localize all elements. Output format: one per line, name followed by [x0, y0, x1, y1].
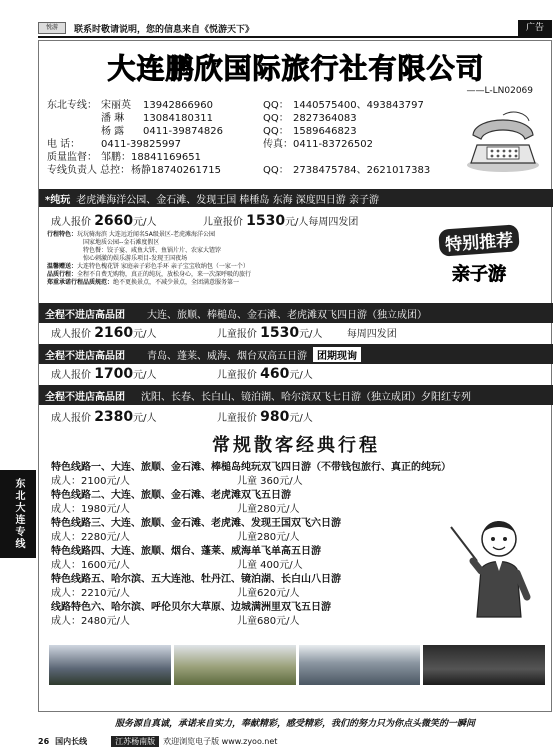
- footer-site: 欢迎浏览电子版 www.zyoo.net: [163, 737, 278, 746]
- contact-name: 杨静18740261715: [131, 165, 221, 176]
- tour4-bar: [39, 385, 553, 405]
- child-price-label: 儿童报价: [216, 413, 257, 424]
- tour1-tag: *纯玩: [45, 194, 71, 206]
- route-adult-price: 成人：1980元/人: [51, 504, 130, 515]
- route-adult-price: 成人：2100元/人: [51, 476, 130, 487]
- tour1-price-row: [51, 213, 358, 229]
- child-price: 980: [260, 409, 290, 425]
- recommend-stamp: [423, 227, 535, 289]
- detail-line: 国家地质公园--金石滩度假区: [83, 239, 160, 246]
- detail-line: 郑重承诺行程品质规范：绝不更换景点，不减少景点，全团满意服务第一: [47, 279, 240, 286]
- route-item: [51, 601, 471, 629]
- tour1-bar: [39, 189, 553, 207]
- route-title: 特色线路四、大连、旅顺、烟台、蓬莱、威海单飞单高五日游: [51, 546, 321, 557]
- route-adult-price: 成人：2210元/人: [51, 588, 130, 599]
- footer-section: 国内长线: [55, 737, 88, 746]
- contact-label: 专线负责人 总控：: [47, 165, 131, 176]
- tour4-tag: 全程不进店高品团: [45, 391, 125, 403]
- page-footer: [38, 736, 552, 747]
- route-title: 线路特色六、哈尔滨、呼伦贝尔大草原、边城满洲里双飞五日游: [51, 602, 331, 613]
- tour3-bar: [39, 344, 553, 364]
- ad-label: 广告: [518, 20, 552, 36]
- adult-price: 1700: [94, 366, 134, 382]
- adult-price-label: 成人报价: [51, 217, 91, 228]
- fax-number: 0411-83726502: [293, 139, 373, 150]
- tour2-price-row: [51, 325, 397, 341]
- route-prices: [51, 587, 471, 601]
- qq-number: 2827364083: [293, 113, 357, 124]
- route-child-price: 儿童620元/人: [237, 588, 300, 599]
- qq-number: 1440575400、493843797: [293, 100, 424, 111]
- teacher-cartoon-icon: [447, 509, 537, 619]
- route-title: 特色线路五、哈尔滨、五大连池、牡丹江、镜泊湖、长白山八日游: [51, 574, 341, 585]
- license-number: ——L-LN02069: [466, 86, 533, 96]
- slogan: 服务源自真诚，承诺来自实力，奉献精彩，感受精彩，我们的努力只为你点头微笑的一瞬间: [114, 719, 475, 729]
- route-adult-price: 成人：2480元/人: [51, 616, 130, 627]
- child-price: 1530: [246, 213, 286, 229]
- contact-name: 宋丽英: [101, 100, 131, 111]
- adult-price: 2160: [94, 325, 134, 341]
- lake-photo: [49, 645, 171, 685]
- route-title: 特色线路三、大连、旅顺、金石滩、老虎滩、发现王国双飞六日游: [51, 518, 341, 529]
- tour2-bar: [39, 303, 553, 323]
- grassland-photo: [174, 645, 296, 685]
- child-price-unit: 元/人: [299, 329, 323, 340]
- adult-price-unit: 元/人: [133, 217, 157, 228]
- tour1-details: [47, 231, 417, 287]
- adult-price: 2380: [94, 409, 134, 425]
- route-list: [51, 461, 471, 629]
- adult-price-label: 成人报价: [51, 329, 91, 340]
- adult-price-unit: 元/人: [133, 413, 157, 424]
- night-city-photo: [423, 645, 545, 685]
- tour2-schedule: 每周四发团: [346, 329, 397, 340]
- tour3-badge: 团期现询: [313, 347, 361, 362]
- route-child-price: 儿童680元/人: [237, 616, 300, 627]
- contact-row: [47, 112, 467, 125]
- contact-phone: 0411-39874826: [143, 126, 223, 137]
- route-item: [51, 517, 471, 545]
- route-prices: [51, 559, 471, 573]
- route-adult-price: 成人：2280元/人: [51, 532, 130, 543]
- contact-name: 邹鹏：18841169651: [101, 152, 201, 163]
- ad-frame: [38, 40, 552, 712]
- qq-label: QQ：: [263, 126, 289, 137]
- adult-price: 2660: [94, 213, 134, 229]
- qq-number: 2738475784、2621017383: [293, 165, 431, 176]
- contact-label: [47, 125, 101, 138]
- route-child-price: 儿童 360元/人: [237, 476, 303, 487]
- section-title: 常规散客经典行程: [212, 435, 380, 456]
- contact-row: [47, 99, 467, 112]
- route-prices: [51, 531, 471, 545]
- contact-label: [47, 112, 101, 125]
- adult-price-unit: 元/人: [133, 329, 157, 340]
- route-prices: [51, 615, 471, 629]
- tour2-route: 大连、旅顺、棒槌岛、金石滩、老虎滩双飞四日游（独立成团）: [147, 309, 427, 321]
- coastline-photo: [299, 645, 421, 685]
- child-price: 1530: [260, 325, 300, 341]
- route-title: 特色线路一、大连、旅顺、金石滩、棒槌岛纯玩双飞四日游（不带钱包旅行、真正的纯玩）: [51, 462, 451, 473]
- tour3-tag: 全程不进店高品团: [45, 350, 125, 362]
- company-title: 大连鹏欣国际旅行社有限公司: [107, 52, 485, 85]
- magazine-logo: 悦游: [38, 22, 66, 34]
- header-strip: [38, 20, 552, 38]
- contact-row: [47, 138, 467, 151]
- tour3-price-row: [51, 366, 313, 382]
- route-adult-price: 成人：1600元/人: [51, 560, 130, 571]
- child-price-unit: 元/人: [289, 370, 313, 381]
- child-price-label: 儿童报价: [216, 370, 257, 381]
- adult-price-label: 成人报价: [51, 413, 91, 424]
- contact-phone: 13084180311: [143, 113, 213, 124]
- header-notice: 联系时敬请说明，您的信息来自《悦游天下》: [74, 24, 255, 35]
- family-tour-label: 亲子游: [452, 264, 506, 285]
- route-item: [51, 545, 471, 573]
- adult-price-label: 成人报价: [51, 370, 91, 381]
- route-item: [51, 461, 471, 489]
- recommend-badge: 特别推荐: [438, 224, 520, 257]
- qq-label: QQ：: [263, 165, 289, 176]
- qq-number: 1589646823: [293, 126, 357, 137]
- child-price-label: 儿童报价: [202, 217, 243, 228]
- qq-label: QQ：: [263, 113, 289, 124]
- fax-label: 传真：: [263, 139, 293, 150]
- detail-line: 品质行程：全程不自费无购物，真正的纯玩，放松身心，来一次深呼吸的旅行: [47, 271, 252, 278]
- route-child-price: 儿童280元/人: [237, 532, 300, 543]
- photo-strip: [49, 645, 545, 685]
- contact-label: 质量监督：: [47, 152, 97, 163]
- detail-line: 行程特色：玩玩骑海滨 大连远近闻名5A级景区-老虎滩海洋公园: [47, 231, 216, 238]
- contact-row: [47, 164, 467, 177]
- route-item: [51, 489, 471, 517]
- route-item: [51, 573, 471, 601]
- contact-name: 杨 露: [101, 126, 125, 137]
- route-child-price: 儿童280元/人: [237, 504, 300, 515]
- contact-phone: 13942866960: [143, 100, 213, 111]
- tour4-price-row: [51, 409, 313, 425]
- page-number: 26: [38, 737, 50, 746]
- telephone-icon: [463, 105, 543, 175]
- qq-label: QQ：: [263, 100, 289, 111]
- adult-price-unit: 元/人: [133, 370, 157, 381]
- child-price-unit: 元/人: [289, 413, 313, 424]
- route-child-price: 儿童 400元/人: [237, 560, 303, 571]
- side-tab: 东北大连专线: [0, 470, 36, 558]
- tour3-route: 青岛、蓬莱、威海、烟台双高五日游: [147, 350, 307, 362]
- contact-name: 0411-39825997: [101, 139, 181, 150]
- contact-row: [47, 151, 467, 164]
- route-prices: [51, 475, 471, 489]
- contact-row: [47, 125, 467, 138]
- contact-name: 潘 琳: [101, 113, 125, 124]
- child-price: 460: [260, 366, 290, 382]
- tour1-route: 老虎滩海洋公园、金石滩、发现王国 棒棰岛 东海 深度四日游 亲子游: [76, 194, 379, 206]
- contact-block: [47, 99, 467, 177]
- detail-line: 特色餐：饺子宴、咸鱼大饼、鱼锅片片、农家大馇饽: [83, 247, 222, 254]
- detail-line: 惊心刺激的娱乐游乐项目-发现王国夜场: [83, 255, 188, 262]
- contact-label: 东北专线：: [47, 100, 97, 111]
- contact-label: 电 话：: [47, 139, 81, 150]
- route-title: 特色线路二、大连、旅顺、金石滩、老虎滩双飞五日游: [51, 490, 291, 501]
- child-price-label: 儿童报价: [216, 329, 257, 340]
- tour2-tag: 全程不进店高品团: [45, 309, 125, 321]
- child-price-unit: 元/人每周四发团: [285, 217, 359, 228]
- route-prices: [51, 503, 471, 517]
- footer-brand: 江苏杨南版: [111, 736, 159, 747]
- tour4-route: 沈阳、长春、长白山、镜泊湖、哈尔滨双飞七日游（独立成团）夕阳红专列: [141, 391, 471, 403]
- detail-line: 温馨赠送：大连特色槐花饼 家庭亲子彩色手环 亲子宝宝收纳包（一家一个）: [47, 263, 249, 270]
